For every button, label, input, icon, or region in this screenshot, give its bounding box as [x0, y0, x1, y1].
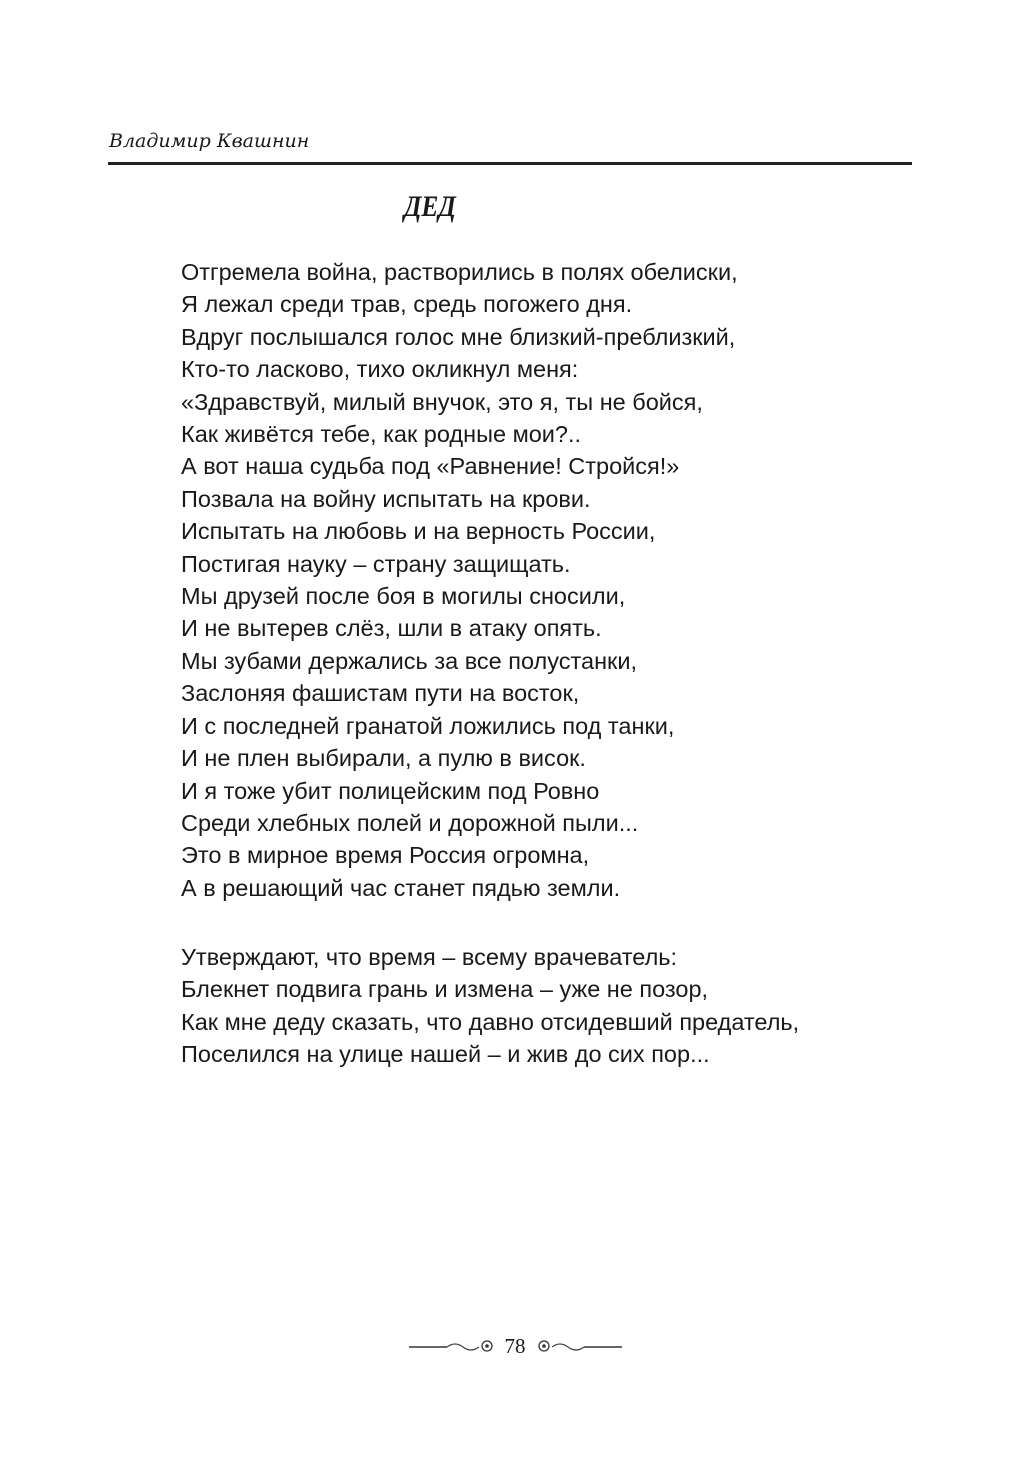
page-footer [400, 1334, 630, 1359]
ornament-right-icon [534, 1337, 624, 1357]
page-number: 78 [504, 1334, 526, 1358]
poem-line: «Здравствуй, милый внучок, это я, ты не бойся, [181, 388, 703, 415]
poem-line: Среди хлебных полей и дорожной пыли... [181, 809, 639, 836]
poem-line: И не плен выбирали, а пулю в висок. [181, 745, 586, 772]
poem-line: Утверждают, что время – всему врачеватель: [181, 944, 678, 970]
poem-line: Отгремела война, растворились в полях обелиски, [181, 259, 738, 285]
ornament-left-icon [407, 1337, 497, 1357]
stanza-1 [181, 256, 738, 904]
header-rule [108, 162, 912, 165]
poem-line: Как мне деду сказать, что давно отсидевший предатель, [181, 1008, 800, 1035]
poem-title: ДЕД [404, 190, 456, 223]
poem-line: Вдруг послышался голос мне близкий-преблизкий, [181, 323, 736, 350]
poem-line: И с последней гранатой ложились под танки, [181, 712, 675, 739]
poem-line: А вот наша судьба под «Равнение! Стройся!» [181, 453, 680, 480]
poem-line: Постигая науку – страну защищать. [181, 550, 571, 577]
poem-line: Поселился на улице нашей – и жив до сих пор... [181, 1041, 710, 1068]
poem-line: Мы друзей после боя в могилы сносили, [181, 583, 626, 610]
poem-line: Кто-то ласково, тихо окликнул меня: [181, 356, 579, 383]
stanza-2 [181, 941, 799, 1071]
poem-line: Мы зубами держались за все полустанки, [181, 647, 637, 674]
poem-line: А в решающий час станет пядью земли. [181, 874, 621, 901]
poem-line: Я лежал среди трав, средь погожего дня. [181, 291, 633, 318]
poem-line: Заслоняя фашистам пути на восток, [181, 680, 580, 707]
poem-line: Позвала на войну испытать на крови. [181, 485, 591, 512]
poem-line: Испытать на любовь и на верность России, [181, 518, 656, 545]
poem-line: Как живётся тебе, как родные мои?.. [181, 421, 582, 448]
poem-line: Блекнет подвига грань и измена – уже не позор, [181, 976, 709, 1003]
poem-line: И я тоже убит полицейским под Ровно [181, 777, 600, 804]
poem-line: И не вытерев слёз, шли в атаку опять. [181, 615, 602, 642]
poem-line: Это в мирное время Россия огромна, [181, 842, 590, 869]
running-header-author: Владимир Квашнин [109, 130, 310, 152]
